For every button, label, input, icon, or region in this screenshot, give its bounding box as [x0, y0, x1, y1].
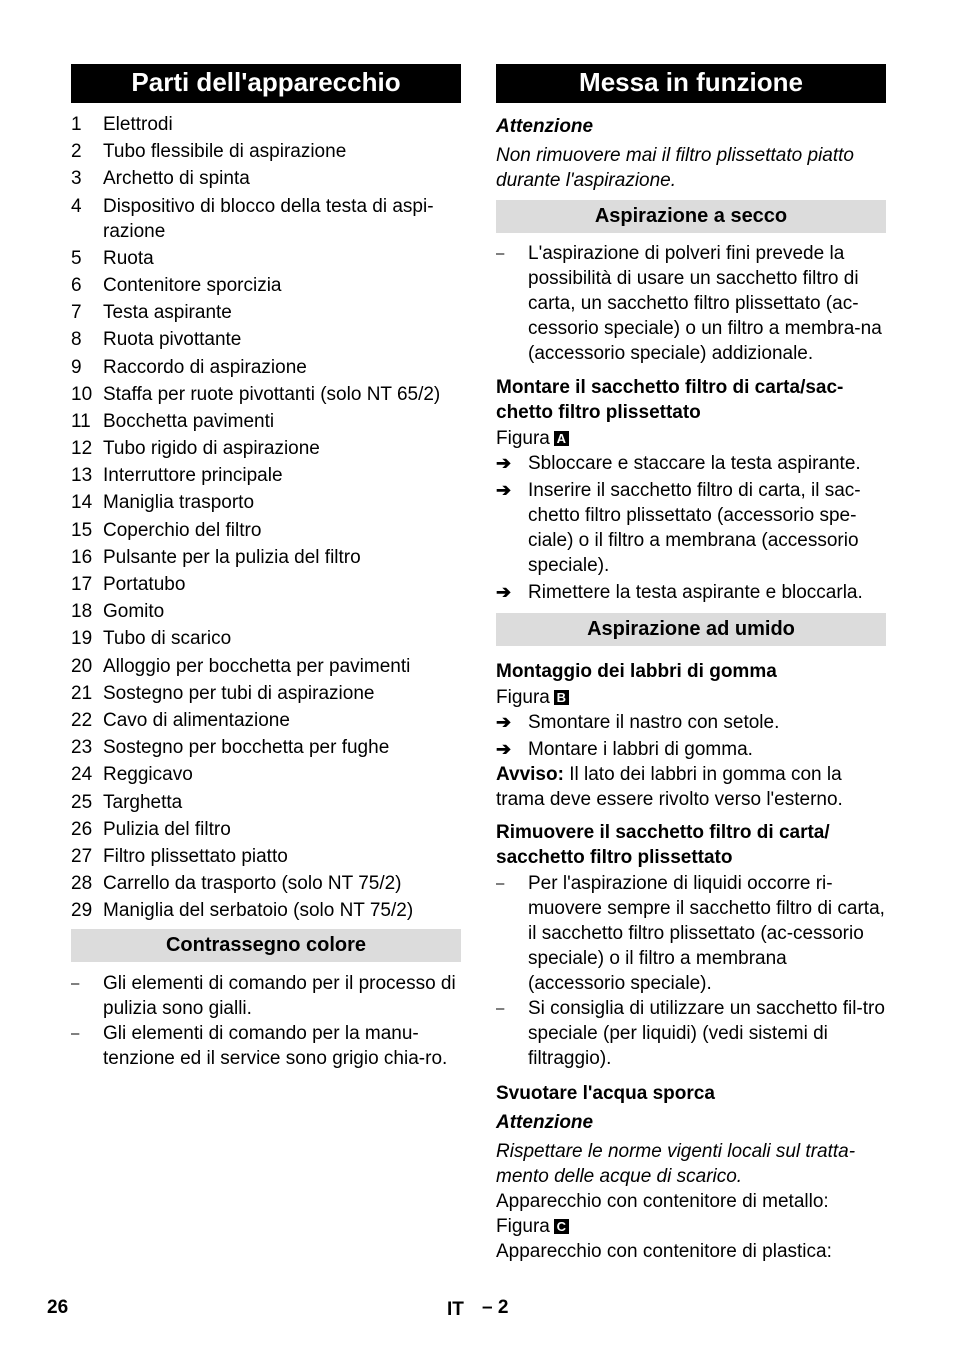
arrow-right-icon: ➔ [496, 712, 512, 732]
figure-label: Figura [496, 1216, 550, 1237]
step-text: Inserire il sacchetto filtro di carta, il sac-chetto filtro plissettato (accessorio spe-ciale) o il filtro a membrana (accessorio speciale). [528, 480, 861, 576]
parts-list-item [71, 246, 461, 271]
part-number: 24 [71, 764, 93, 786]
part-label: Tubo di scarico [103, 628, 232, 650]
left-column [71, 64, 461, 1071]
parts-list-item [71, 327, 461, 352]
part-label: Tubo rigido di aspirazione [103, 438, 320, 460]
part-number: 10 [71, 383, 93, 405]
dash-bullet: – [496, 1000, 505, 1017]
step-item [496, 737, 886, 762]
attention2-text: Rispettare le norme vigenti locali sul tratta-mento delle acque di scarico. [496, 1141, 856, 1187]
step-text: Montare i labbri di gomma. [528, 739, 753, 760]
parts-list-item [71, 194, 461, 244]
part-label: Coperchio del filtro [103, 519, 262, 541]
part-label: Ruota [103, 247, 154, 269]
list-item [71, 971, 461, 1021]
part-number: 5 [71, 247, 82, 269]
parts-list-item [71, 572, 461, 597]
notice-text: Il lato dei labbri in gomma con la trama deve essere rivolto verso l'esterno. [496, 764, 843, 810]
lips-heading: Montaggio dei labbri di gomma [496, 661, 777, 682]
part-number: 14 [71, 492, 93, 514]
list-item-text: Gli elementi di comando per il processo di pulizia sono gialli. [103, 973, 456, 1020]
step-item [496, 580, 886, 605]
part-number: 29 [71, 900, 93, 922]
empty-heading: Svuotare l'acqua sporca [496, 1083, 715, 1104]
part-label: Pulizia del filtro [103, 818, 231, 840]
part-number: 22 [71, 709, 93, 731]
part-label: Pulsante per la pulizia del filtro [103, 546, 361, 568]
list-item [496, 871, 886, 996]
part-label: Elettrodi [103, 114, 173, 135]
list-item [71, 1021, 461, 1071]
section-title-parts: Parti dell'apparecchio [71, 64, 461, 103]
list-item-text: L'aspirazione di polveri fini prevede la possibilità di usare un sacchetto filtro di carta, un sacchetto filtro plissettato (ac-cessorio speciale) o un filtro a membra-na (accessorio speciale) addizionale. [528, 243, 882, 364]
dash-bullet: – [496, 245, 505, 262]
parts-list-item [71, 112, 461, 137]
part-number: 9 [71, 356, 82, 378]
part-label: Filtro plissettato piatto [103, 845, 288, 867]
part-number: 12 [71, 438, 93, 460]
parts-list-item [71, 490, 461, 515]
arrow-right-icon: ➔ [496, 480, 512, 500]
figure-c-icon: C [554, 1219, 569, 1234]
dash-bullet: – [496, 875, 505, 892]
part-label: Testa aspirante [103, 302, 232, 324]
dash-bullet: – [71, 1025, 80, 1043]
part-number: 26 [71, 818, 93, 840]
parts-list-item [71, 681, 461, 706]
parts-list [71, 112, 461, 923]
mount-steps [496, 451, 886, 605]
page-ref: – 2 [482, 1297, 509, 1318]
parts-list-item [71, 626, 461, 651]
page-number: 26 [47, 1297, 69, 1318]
part-label: Ruota pivottante [103, 329, 242, 351]
arrow-right-icon: ➔ [496, 453, 512, 473]
parts-list-item [71, 355, 461, 380]
parts-list-item [71, 518, 461, 543]
parts-list-item [71, 735, 461, 760]
part-number: 6 [71, 274, 82, 296]
part-number: 11 [71, 410, 91, 432]
arrow-right-icon: ➔ [496, 739, 512, 759]
part-number: 27 [71, 845, 93, 867]
figure-ref-a [496, 426, 886, 451]
list-item-text: Si consiglia di utilizzare un sacchetto fil-tro speciale (per liquidi) (vedi sistemi di filtraggio). [528, 998, 885, 1069]
figure-ref-b [496, 685, 886, 710]
step-item [496, 478, 886, 578]
parts-list-item [71, 300, 461, 325]
part-label: Carrello da trasporto (solo NT 75/2) [103, 873, 402, 895]
parts-list-item [71, 599, 461, 624]
dash-bullet: – [71, 975, 80, 993]
part-label: Targhetta [103, 791, 183, 813]
remove-list [496, 871, 886, 1071]
part-label: Raccordo di aspirazione [103, 356, 307, 378]
part-number: 13 [71, 465, 93, 487]
attention-text: Non rimuovere mai il filtro plissettato piatto durante l'aspirazione. [496, 145, 854, 191]
remove-heading: Rimuovere il sacchetto filtro di carta/ sacchetto filtro plissettato [496, 822, 830, 868]
notice [496, 762, 886, 812]
lips-steps [496, 710, 886, 762]
part-number: 2 [71, 141, 82, 163]
part-number: 15 [71, 519, 93, 541]
part-label: Staffa per ruote pivottanti (solo NT 65/2) [103, 383, 441, 405]
part-label: Interruttore principale [103, 465, 283, 487]
part-number: 16 [71, 546, 93, 568]
parts-list-item [71, 654, 461, 679]
parts-list-item [71, 871, 461, 896]
figure-a-icon: A [554, 431, 569, 446]
parts-list-item [71, 166, 461, 191]
part-number: 4 [71, 195, 82, 217]
part-label: Sostegno per tubi di aspirazione [103, 682, 375, 704]
part-number: 3 [71, 168, 82, 190]
part-number: 28 [71, 873, 93, 895]
part-label: Maniglia del serbatoio (solo NT 75/2) [103, 900, 414, 922]
part-number: 18 [71, 601, 93, 623]
list-item-text: Gli elementi di comando per la manu-tenzione ed il service sono grigio chia-ro. [103, 1023, 448, 1070]
parts-list-item [71, 817, 461, 842]
part-label: Contenitore sporcizia [103, 274, 282, 296]
parts-list-item [71, 273, 461, 298]
step-item [496, 451, 886, 476]
subsection-wet-vacuuming: Aspirazione ad umido [496, 613, 886, 646]
list-item [496, 241, 886, 366]
figure-label: Figura [496, 687, 550, 708]
plastic-text: Apparecchio con contenitore di plastica: [496, 1241, 832, 1262]
part-number: 23 [71, 737, 93, 759]
list-item-text: Per l'aspirazione di liquidi occorre ri-muovere sempre il sacchetto filtro di carta, il sacchetto filtro plissettato (ac-cessorio speciale) o il filtro a membrana (accessorio speciale). [528, 873, 885, 994]
step-text: Sbloccare e staccare la testa aspirante. [528, 453, 861, 474]
part-label: Maniglia trasporto [103, 492, 255, 514]
parts-list-item [71, 708, 461, 733]
part-number: 1 [71, 114, 82, 135]
part-number: 20 [71, 655, 93, 677]
language-code: IT [447, 1299, 464, 1320]
parts-list-item [71, 436, 461, 461]
part-number: 19 [71, 628, 93, 650]
part-label: Sostegno per bocchetta per fughe [103, 737, 390, 759]
parts-list-item [71, 139, 461, 164]
part-label: Tubo flessibile di aspirazione [103, 141, 347, 163]
parts-list-item [71, 463, 461, 488]
part-number: 25 [71, 791, 93, 813]
figure-b-icon: B [554, 690, 569, 705]
part-number: 7 [71, 302, 82, 324]
parts-list-item [71, 762, 461, 787]
step-text: Rimettere la testa aspirante e bloccarla. [528, 582, 863, 603]
part-label: Archetto di spinta [103, 168, 250, 190]
part-label: Reggicavo [103, 764, 193, 786]
parts-list-item [71, 545, 461, 570]
attention2-label: Attenzione [496, 1112, 594, 1133]
figure-label: Figura [496, 428, 550, 449]
mount-heading: Montare il sacchetto filtro di carta/sac-chetto filtro plissettato [496, 377, 844, 423]
parts-list-item [71, 382, 461, 407]
figure-ref-c [496, 1214, 886, 1239]
step-text: Smontare il nastro con setole. [528, 712, 780, 733]
dry-list [496, 241, 886, 366]
subsection-color-marking: Contrassegno colore [71, 929, 461, 962]
part-number: 17 [71, 574, 93, 595]
subsection-dry-vacuuming: Aspirazione a secco [496, 200, 886, 233]
part-label: Dispositivo di blocco della testa di aspi-razione [103, 195, 434, 242]
part-label: Alloggio per bocchetta per pavimenti [103, 655, 411, 677]
attention-label: Attenzione [496, 116, 594, 137]
color-list [71, 971, 461, 1071]
list-item [496, 996, 886, 1071]
right-column [496, 64, 886, 1264]
metal-text: Apparecchio con contenitore di metallo: [496, 1191, 829, 1212]
part-label: Cavo di alimentazione [103, 709, 290, 731]
part-number: 21 [71, 682, 93, 704]
section-title-startup: Messa in funzione [496, 64, 886, 103]
notice-label: Avviso: [496, 764, 564, 785]
parts-list-item [71, 409, 461, 434]
part-number: 8 [71, 329, 82, 351]
parts-list-item [71, 898, 461, 923]
part-label: Portatubo [103, 574, 186, 595]
part-label: Bocchetta pavimenti [103, 410, 275, 432]
parts-list-item [71, 790, 461, 815]
part-label: Gomito [103, 601, 165, 623]
parts-list-item [71, 844, 461, 869]
arrow-right-icon: ➔ [496, 582, 512, 602]
step-item [496, 710, 886, 735]
